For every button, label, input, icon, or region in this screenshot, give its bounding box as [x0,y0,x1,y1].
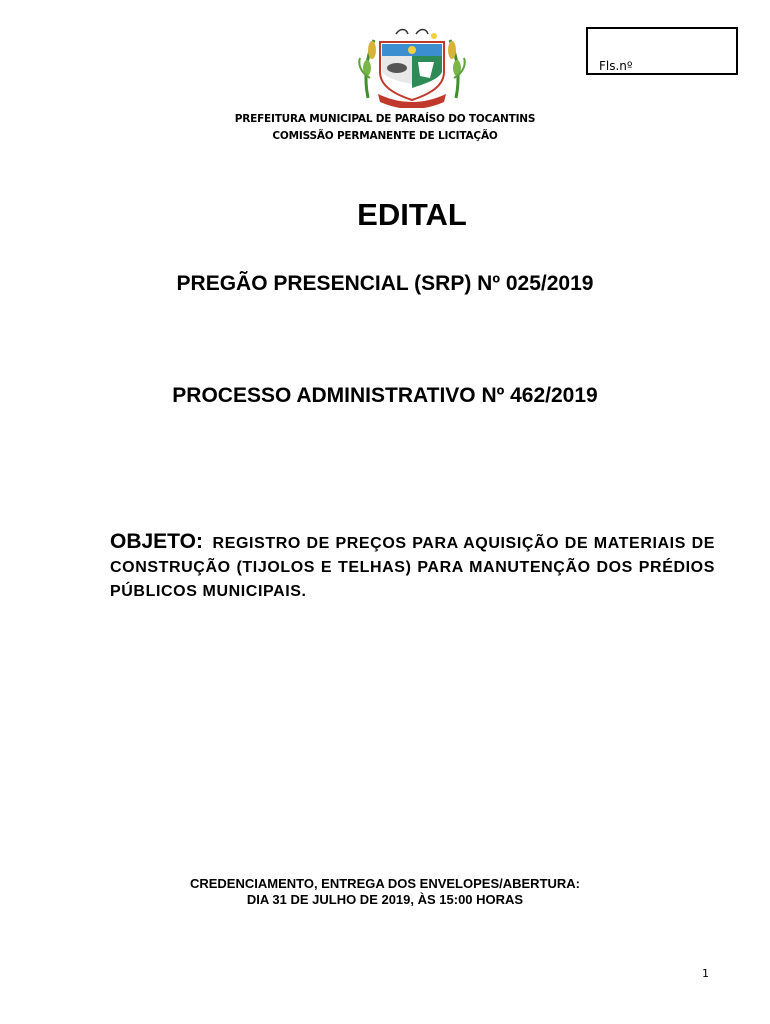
credenciamento-line: CREDENCIAMENTO, ENTREGA DOS ENVELOPES/ABERTURA: [189,876,581,891]
date-time-line: DIA 31 DE JULHO DE 2019, ÀS 15:00 HORAS [246,892,524,907]
page-number: 1 [702,967,709,980]
objeto-label: OBJETO: [110,530,203,553]
pregao-heading: PREGÃO PRESENCIAL (SRP) Nº 025/2019 [176,272,594,295]
folio-number-label: Fls.nº [599,59,633,73]
objeto-text: REGISTRO DE PREÇOS PARA AQUISIÇÃO DE MATERIAIS DE CONSTRUÇÃO (TIJOLOS E TELHAS) PARA MANUTENÇÃO DOS PRÉDIOS PÚBLICOS MUNICIPAIS. [110,535,715,600]
folio-number-box [586,27,738,75]
institution-name: PREFEITURA MUNICIPAL DE PARAÍSO DO TOCANTINS [234,113,536,125]
commission-name: COMISSÃO PERMANENTE DE LICITAÇÃO [272,130,498,142]
processo-heading: PROCESSO ADMINISTRATIVO Nº 462/2019 [172,384,598,407]
municipal-coat-of-arms-icon [356,28,468,108]
objeto-paragraph [110,530,715,604]
document-title: EDITAL [357,197,467,232]
